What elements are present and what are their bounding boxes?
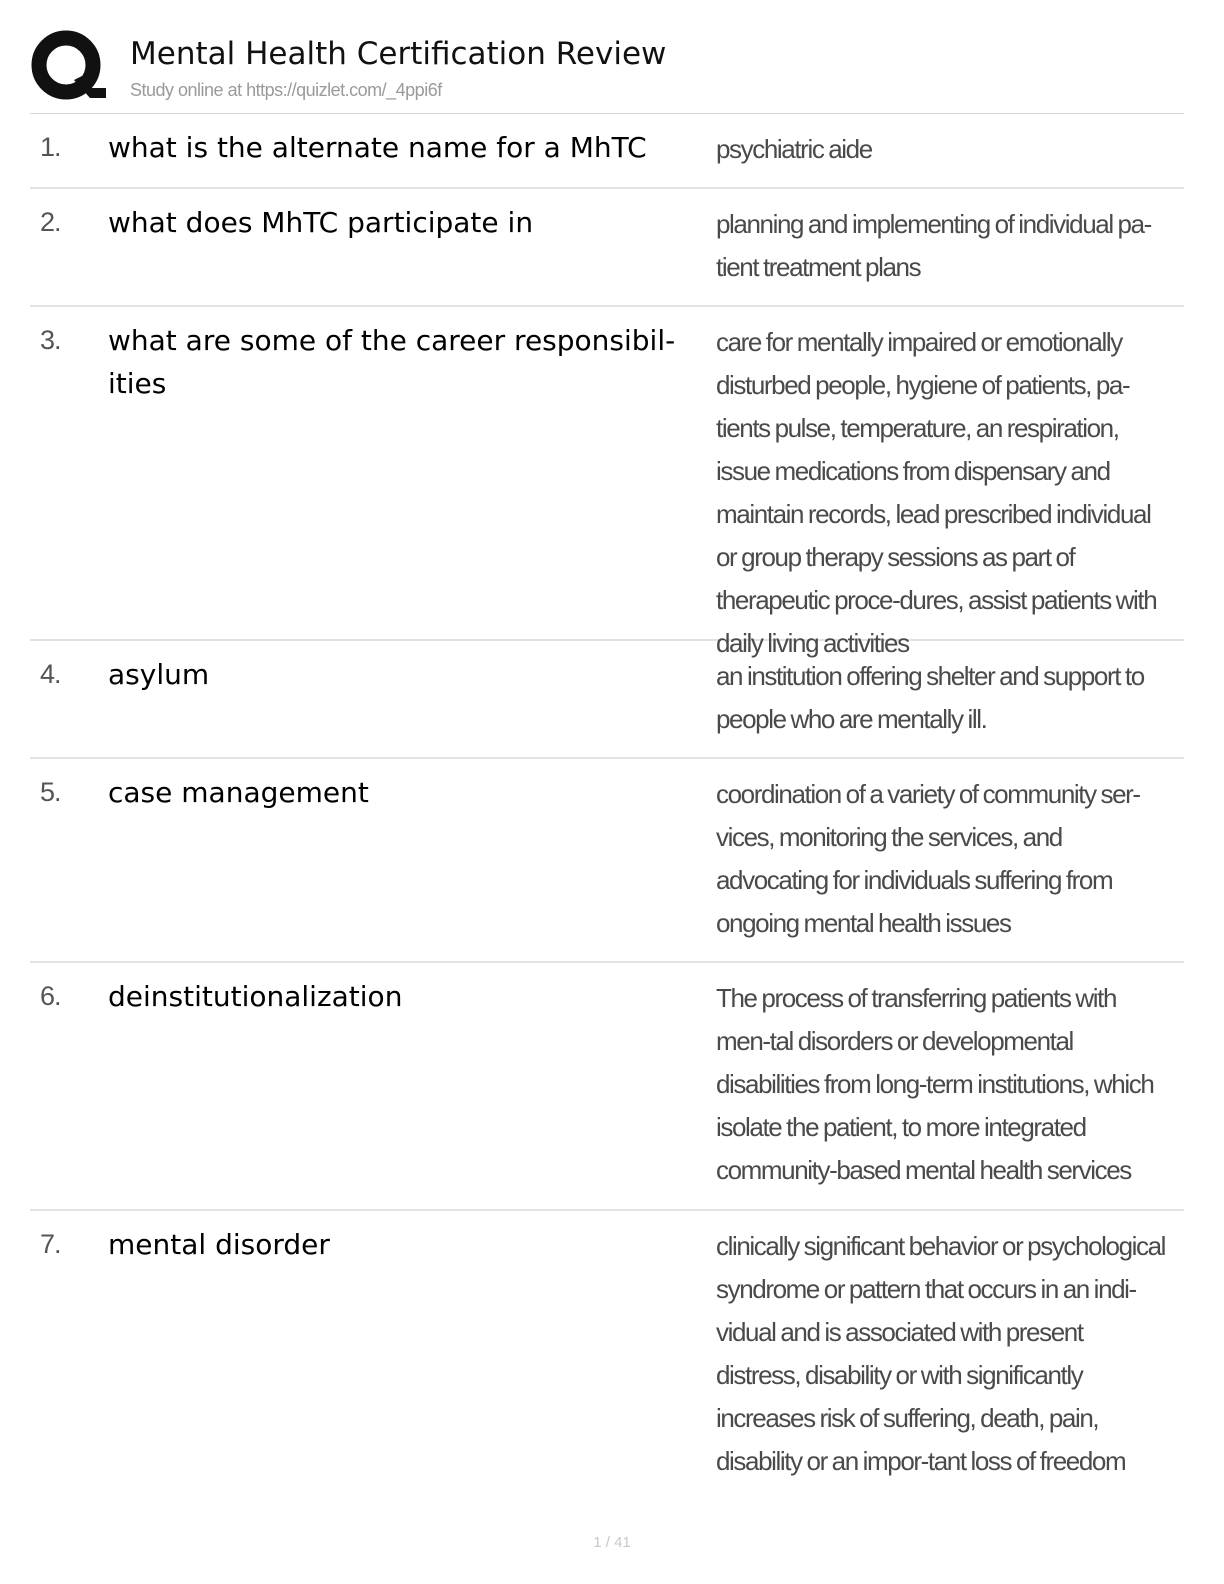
card-definition: psychiatric aide xyxy=(716,134,872,164)
card-number: 4. xyxy=(40,659,61,689)
card-number: 1. xyxy=(40,132,61,162)
flashcard-row xyxy=(30,641,1184,759)
flashcard-list xyxy=(30,114,1184,1501)
card-number: 3. xyxy=(40,325,61,355)
card-number: 7. xyxy=(40,1229,61,1259)
flashcard-row xyxy=(30,1211,1184,1501)
card-term: deinstitutionalization xyxy=(108,980,403,1013)
flashcard-row xyxy=(30,307,1184,658)
page-header xyxy=(30,28,1190,114)
card-term: what are some of the career responsibil-ities xyxy=(108,324,676,400)
study-online-link[interactable]: Study online at https://quizlet.com/_4ppi6f xyxy=(130,80,442,100)
page-number: 1 / 41 xyxy=(593,1534,631,1551)
flashcard-row xyxy=(30,759,1184,963)
page-title: Mental Health Certification Review xyxy=(130,36,667,72)
card-term: asylum xyxy=(108,658,210,691)
quizlet-logo-icon xyxy=(30,28,108,106)
card-term: what does MhTC participate in xyxy=(108,206,534,239)
card-definition: clinically significant behavior or psychological syndrome or pattern that occurs in an indi-vidual and is associated with present distress, disability or with significantly increases risk of suffering, death, pain, disability or an impor-tant loss of freedom xyxy=(716,1231,1166,1476)
card-term: mental disorder xyxy=(108,1228,330,1261)
card-definition: The process of transferring patients with men-tal disorders or developmental disabilities from long-term institutions, which isolate the patient, to more integrated community-based mental health services xyxy=(716,983,1154,1185)
flashcard-row xyxy=(30,114,1184,189)
flashcard-row xyxy=(30,963,1184,1211)
card-definition: care for mentally impaired or emotionally disturbed people, hygiene of patients, pa-tients pulse, temperature, an respiration, issue medications from dispensary and maintain records, lead prescribed individual or group therapy sessions as part of therapeutic proce-dures, assist patients with daily living activities xyxy=(716,327,1157,658)
card-definition: planning and implementing of individual pa-tient treatment plans xyxy=(716,209,1151,282)
card-number: 5. xyxy=(40,777,61,807)
card-definition: coordination of a variety of community ser-vices, monitoring the services, and advocating for individuals suffering from ongoing mental health issues xyxy=(716,779,1140,938)
flashcard-row xyxy=(30,189,1184,307)
card-term: what is the alternate name for a MhTC xyxy=(108,131,647,164)
card-definition: an institution offering shelter and support to people who are mentally ill. xyxy=(716,661,1144,734)
card-number: 2. xyxy=(40,207,61,237)
card-number: 6. xyxy=(40,981,61,1011)
card-term: case management xyxy=(108,776,369,809)
